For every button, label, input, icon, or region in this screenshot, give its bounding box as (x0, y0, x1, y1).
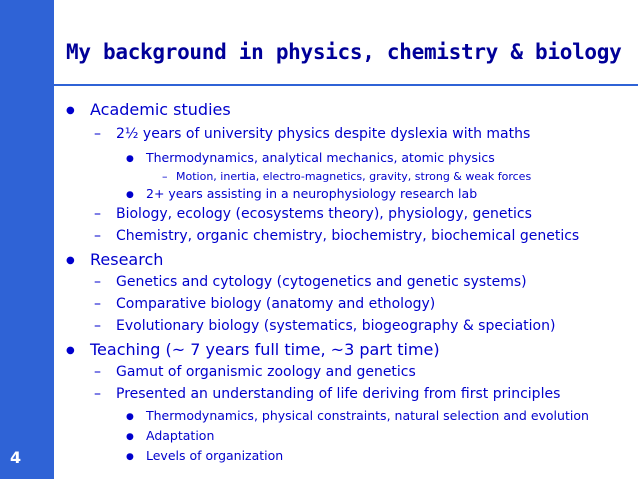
list-item-text: Gamut of organismic zoology and genetics (116, 364, 416, 380)
list-item-text: Levels of organization (146, 448, 284, 463)
dash-icon: – (94, 126, 101, 142)
list-item-text: Biology, ecology (ecosystems theory), physiology, genetics (116, 206, 532, 222)
list-item (66, 100, 231, 119)
bullet-icon: ● (126, 452, 134, 462)
list-item (126, 186, 477, 201)
list-item-text: Thermodynamics, physical constraints, natural selection and evolution (146, 408, 589, 423)
bullet-icon: ● (66, 105, 75, 116)
dash-icon: – (94, 386, 101, 402)
list-item (126, 428, 214, 443)
list-item (94, 274, 527, 290)
dash-icon: – (94, 296, 101, 312)
list-item (94, 206, 532, 222)
dash-icon: – (94, 318, 101, 334)
dash-icon: – (162, 170, 168, 183)
dash-icon: – (94, 274, 101, 290)
list-item (94, 126, 530, 142)
list-item (126, 448, 283, 463)
list-item-text: Genetics and cytology (cytogenetics and genetic systems) (116, 274, 527, 290)
list-item (94, 318, 555, 334)
list-item-text: 2+ years assisting in a neurophysiology research lab (146, 186, 478, 201)
slide-number: 4 (10, 448, 22, 467)
dash-icon: – (94, 206, 101, 222)
list-item (126, 408, 589, 423)
bullet-icon: ● (66, 255, 75, 266)
bullet-icon: ● (126, 432, 134, 442)
list-item-text: Academic studies (90, 100, 231, 119)
slide-title: My background in physics, chemistry & biology (66, 40, 622, 64)
list-item-text: Motion, inertia, electro-magnetics, gravity, strong & weak forces (176, 170, 532, 183)
list-item (66, 340, 440, 359)
bullet-icon: ● (126, 154, 134, 164)
bullet-icon: ● (66, 345, 75, 356)
bullet-icon: ● (126, 412, 134, 422)
list-item-text: Chemistry, organic chemistry, biochemistry, biochemical genetics (116, 228, 580, 244)
dash-icon: – (94, 228, 101, 244)
list-item (94, 386, 560, 402)
list-item (94, 296, 435, 312)
list-item (162, 170, 531, 183)
list-item-text: 2½ years of university physics despite dyslexia with maths (116, 126, 531, 142)
list-item-text: Evolutionary biology (systematics, biogeography & speciation) (116, 318, 556, 334)
list-item (126, 150, 495, 165)
list-item-text: Research (90, 250, 164, 269)
list-item-text: Teaching (~ 7 years full time, ~3 part time) (90, 340, 440, 359)
list-item-text: Adaptation (146, 428, 215, 443)
list-item (66, 250, 163, 269)
list-item-text: Comparative biology (anatomy and ethology) (116, 296, 436, 312)
dash-icon: – (94, 364, 101, 380)
list-item-text: Thermodynamics, analytical mechanics, atomic physics (146, 150, 495, 165)
bullet-icon: ● (126, 190, 134, 200)
list-item (94, 228, 579, 244)
list-item (94, 364, 416, 380)
list-item-text: Presented an understanding of life deriving from first principles (116, 386, 561, 402)
